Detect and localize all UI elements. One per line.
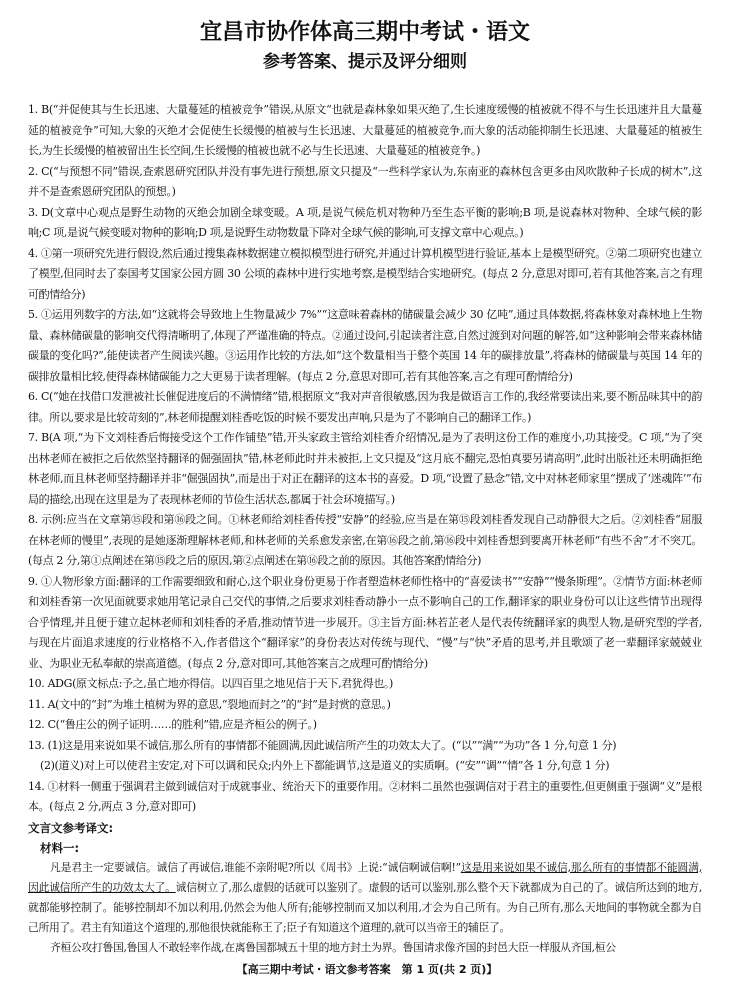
translation-section-title: 文言文参考译文: (28, 820, 114, 835)
translation-paragraph-2: 齐桓公攻打鲁国,鲁国人不敢轻率作战,在离鲁国都城五十里的地方封土为界。鲁国请求像齐国的封邑大臣一样服从齐国,桓公 (50, 940, 616, 954)
page-footer: 【高三期中考试・语文参考答案 第 1 页(共 2 页)】 (236, 963, 498, 976)
translation-underlined-text: 这是用来说如果不诚信,那么所有的事情都不能圆满,因此诚信所产生的功效太大了。 (28, 860, 702, 894)
page-title: 宜昌市协作体高三期中考试・语文 (199, 20, 530, 45)
answer-item-10: 10. ADG(原文标点:予之,虽亡地亦得信。以四百里之地见信于天下,君犹得也。) (28, 677, 393, 690)
answer-item-4: 4. ①第一项研究先进行假设,然后通过搜集森林数据建立模拟模型进行研究,并通过计算机模型进行验证,基本上是模型研究。②第二项研究也建立了模型,但同时去了泰国考艾国家公园方圆 30 公顷的森林中进行实地考察,是模型结合实地研究。(每点 2 分,意思对即可,若有其他答案,言之有理可酌情给分) (28, 246, 702, 301)
translation-text-b: 诚信树立了,那么虚假的话就可以鉴别了。虚假的话可以鉴别,那么整个天下就都成为自己的了。诚信所达到的地方,就都能够控制了。能够控制却不加以利用,仍然会为他人所有;能够控制而又加以利用,才会为自己所有。为自己所有,那么天地间的事物就全都为自己所用了。君主有知道这个道理的,那他很快就能称王了;臣子有知道这个道理的,就可以当帝王的辅臣了。 (28, 880, 702, 934)
answer-item-8: 8. 示例:应当在文章第⑮段和第⑯段之间。①林老师给刘桂香传授“安静”的经验,应当是在第⑮段刘桂香发现自己动静很大之后。②刘桂香“屈服在林老师的慢里”,表现的是她逐渐理解林老师,和林老师的关系愈发亲密,在第⑯段之前,第⑯段中刘桂香想到要离开林老师“有些不舍”才不突兀。(每点 2 分,第①点阐述在第⑮段之后的原因,第②点阐述在第⑯段之前的原因。其他答案酌情给分) (28, 513, 702, 567)
answer-item-12: 12. C(“鲁庄公的例子证明……的胜利”错,应是齐桓公的例子。) (28, 718, 317, 731)
answer-item-6: 6. C(“她在找借口发泄被社长催促进度后的不满情绪”错,根据原文“我对声音很敏感,因为我是做语言工作的,我经常要读出来,要不断品味其中的韵律。所以,要求是比较苛刻的”,林老师提醒刘桂香吃饭的时候不要发出声响,只是为了不影响自己的翻译工作。) (28, 390, 702, 424)
answer-item-13-2: (2)(道义)对上可以使君主安定,对下可以调和民众;内外上下都能调节,这是道义的实质啊。(“安”“调”“情”各 1 分,句意 1 分) (40, 759, 610, 772)
answer-item-7: 7. B(A 项,“为下文刘桂香后悔接受这个工作作铺垫”错,开头家政主管给刘桂香介绍情况,是为了表明这份工作的难度小,功其接受。C 项,“为了突出林老师在被拒之后依然坚持翻译的倔强固执”错,林老师此时并未被拒,上文只提及“这月底不翻完,恐怕真要另请高明”,此时出版社还未明确拒绝林老师,而且林老师坚持翻译并非“倔强固执”,而是出于对正在翻译的这本书的喜爱。D 项,“设置了悬念”错,文中对林老师家里“摆成了‘迷魂阵’”布局的描绘,出现在这里是为了表现林老师的节俭生活状态,都属于社会环境描写。) (28, 431, 702, 506)
answer-item-3: 3. D(文章中心观点是野生动物的灭绝会加剧全球变暖。A 项,是说气候危机对物种乃至生态平衡的影响;B 项,是说森林对物种、全球气候的影响;C 项,是说气候变暖对物种的影响;D 项,是说野生动物数量下降对全球气候的影响,可支撑文章中心观点。) (28, 205, 702, 239)
answer-list (28, 100, 702, 818)
translation-text-a: 凡是君主一定要诚信。诚信了再诚信,谁能不亲附呢?所以《周书》上说:“诚信啊诚信啊!” (50, 860, 461, 874)
answer-item-9: 9. ①人物形象方面:翻译的工作需要细致和耐心,这个职业身份更易于作者塑造林老师性格中的“喜爱读书”“安静”“慢条斯理”。②情节方面:林老师和刘桂香第一次见面就要求她用笔记录自己交代的事情,之后要求刘桂香动静小一点不影响自己的工作,翻译家的职业身份可以让这些情节出现得合乎情理,并且便于建立起林老师和刘桂香的矛盾,推动情节进一步展开。③主旨方面:林若芷老人是代表传统翻译家的典型人物,是研究型的学者,与现在片面追求速度的行业格格不入,作者借这个“翻译家”的身份表达对传统与现代、“慢”与“快”矛盾的思考,并且歌颂了老一辈翻译家兢兢业业、为职业无私奉献的崇高道德。(每点 2 分,意对即可,其他答案言之成理可酌情给分) (28, 574, 702, 670)
answer-item-13-1: 13. (1)这是用来说如果不诚信,那么所有的事情都不能圆满,因此诚信所产生的功效太大了。(“以”“满”“为功”各 1 分,句意 1 分) (28, 738, 617, 752)
translation-paragraph-1 (28, 858, 702, 938)
answer-item-1: 1. B(“并促使其与生长迅速、大量蔓延的植被竞争”错误,从原文“也就是森林象如果灭绝了,生长速度缓慢的植被就不得不与生长迅速并且大量蔓延的植被竞争”可知,大象的灭绝才会促使生长缓慢的植被与生长迅速、大量蔓延的植被竞争,而大象的活动能抑制生长迅速、大量蔓延的植被生长,为生长缓慢的植被留出生长空间,生长缓慢的植被也就不必与生长迅速、大量蔓延的植被竞争。) (28, 103, 702, 157)
answer-item-2: 2. C(“与预想不同”错误,查索恩研究团队并没有事先进行预想,原文只提及“一些科学家认为,东南亚的森林包含更多由风吹散种子长成的树木”,这并不是查索恩研究团队的预想。) (28, 164, 702, 198)
answer-item-5: 5. ①运用列数字的方法,如“这就将会导致地上生物量减少 7%”“这意味着森林的储碳量会减少 30 亿吨”,通过具体数据,将森林象对森林地上生物量、森林储碳量的影响交代得清晰明了,体现了严谨准确的特点。②通过设问,引起读者注意,自然过渡到对问题的解答,如“这种影响会带来森林储碳量的变化吗?”,能使读者产生阅读兴趣。③运用作比较的方法,如“这个数量相当于整个英国 14 年的碳排放量”,将森林的储碳量与英国 14 年的碳排放量相比较,使得森林储碳能力之大更易于读者理解。(每点 2 分,意思对即可,若有其他答案,言之有理可酌情给分) (28, 308, 702, 383)
material-one-title: 材料一: (40, 840, 80, 855)
answer-item-14: 14. ①材料一侧重于强调君主做到诚信对于成就事业、统治天下的重要作用。②材料二虽然也强调信对于君主的重要性,但更侧重于强调“义”是根本。(每点 2 分,两点 3 分,意对即可) (28, 779, 702, 813)
answer-item-11: 11. A(文中的“封”为堆土植树为界的意思,“裂地而封之”的“封”是封赏的意思。) (28, 697, 391, 711)
page-subtitle: 参考答案、提示及评分细则 (263, 52, 467, 72)
